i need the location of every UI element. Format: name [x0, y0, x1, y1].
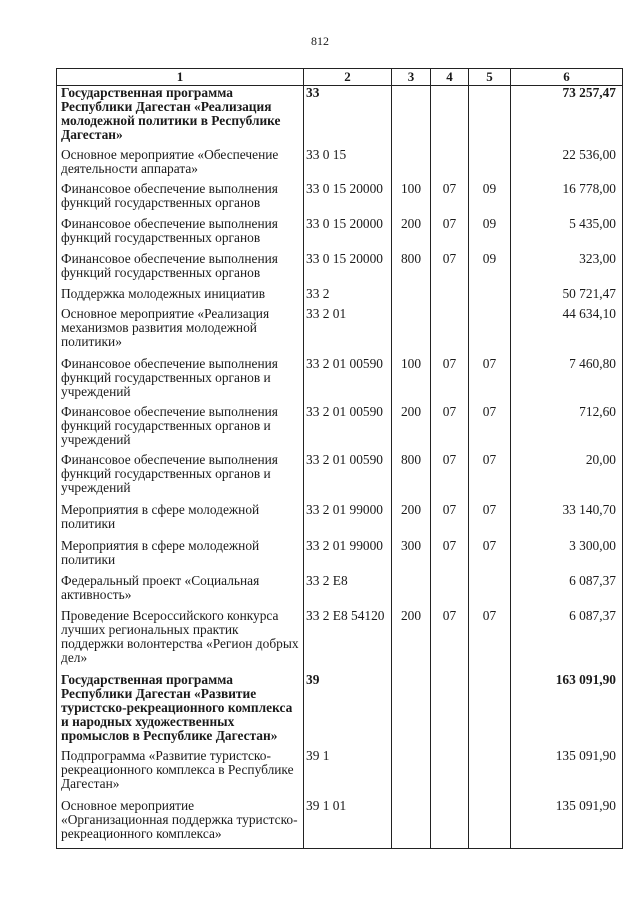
row-vr: 800	[392, 252, 431, 287]
header-col-2: 2	[304, 69, 392, 86]
row-sum: 44 634,10	[511, 307, 623, 357]
table-row	[57, 217, 623, 252]
row-sum: 6 087,37	[511, 609, 623, 673]
row-name: Государственная программа Республики Дагестан «Развитие туристско-рекреационного комплекса и народных художественных промыслов в Республике Дагестан»	[57, 673, 304, 749]
row-code: 33 2 01 00590	[304, 453, 392, 503]
row-vr: 100	[392, 182, 431, 217]
row-code: 33 0 15 20000	[304, 252, 392, 287]
row-sum: 22 536,00	[511, 148, 623, 182]
table-row	[57, 539, 623, 574]
row-name: Основное мероприятие «Организационная поддержка туристско-рекреационного комплекса»	[57, 799, 304, 849]
row-code: 33 2 01 99000	[304, 539, 392, 574]
row-pr	[469, 86, 511, 148]
row-name: Финансовое обеспечение выполнения функций государственных органов и учреждений	[57, 453, 304, 503]
row-vr: 100	[392, 357, 431, 405]
table-row	[57, 287, 623, 307]
row-sum: 16 778,00	[511, 182, 623, 217]
row-rz	[431, 307, 469, 357]
row-rz: 07	[431, 252, 469, 287]
row-code: 33 0 15 20000	[304, 217, 392, 252]
table-row	[57, 609, 623, 673]
row-rz: 07	[431, 539, 469, 574]
row-pr	[469, 673, 511, 749]
row-name: Поддержка молодежных инициатив	[57, 287, 304, 307]
row-rz: 07	[431, 503, 469, 539]
row-code: 33 2 01	[304, 307, 392, 357]
row-name: Финансовое обеспечение выполнения функций государственных органов	[57, 217, 304, 252]
table-row	[57, 86, 623, 148]
table-row	[57, 574, 623, 609]
row-vr: 200	[392, 503, 431, 539]
row-rz: 07	[431, 182, 469, 217]
row-rz: 07	[431, 217, 469, 252]
row-vr	[392, 574, 431, 609]
row-rz: 07	[431, 357, 469, 405]
row-pr: 07	[469, 539, 511, 574]
row-pr: 09	[469, 252, 511, 287]
row-sum: 712,60	[511, 405, 623, 453]
row-pr	[469, 307, 511, 357]
row-vr: 200	[392, 405, 431, 453]
row-pr: 09	[469, 217, 511, 252]
row-rz: 07	[431, 609, 469, 673]
row-name: Основное мероприятие «Обеспечение деятельности аппарата»	[57, 148, 304, 182]
row-code: 33 0 15	[304, 148, 392, 182]
row-code: 33 2 E8	[304, 574, 392, 609]
row-vr	[392, 799, 431, 849]
table-row	[57, 503, 623, 539]
row-name: Основное мероприятие «Реализация механизмов развития молодежной политики»	[57, 307, 304, 357]
table-row	[57, 252, 623, 287]
row-pr: 07	[469, 357, 511, 405]
row-name: Мероприятия в сфере молодежной политики	[57, 539, 304, 574]
row-rz	[431, 749, 469, 799]
row-sum: 73 257,47	[511, 86, 623, 148]
row-sum: 323,00	[511, 252, 623, 287]
table-row	[57, 307, 623, 357]
row-vr: 200	[392, 217, 431, 252]
row-name: Финансовое обеспечение выполнения функций государственных органов	[57, 182, 304, 217]
row-name: Федеральный проект «Социальная активность»	[57, 574, 304, 609]
header-row	[57, 69, 623, 86]
row-rz	[431, 799, 469, 849]
row-pr	[469, 799, 511, 849]
row-pr	[469, 574, 511, 609]
row-name: Государственная программа Республики Дагестан «Реализация молодежной политики в Республике Дагестан»	[57, 86, 304, 148]
row-pr	[469, 148, 511, 182]
row-vr: 200	[392, 609, 431, 673]
row-sum: 163 091,90	[511, 673, 623, 749]
header-col-3: 3	[392, 69, 431, 86]
header-col-5: 5	[469, 69, 511, 86]
row-vr	[392, 749, 431, 799]
row-pr: 07	[469, 405, 511, 453]
row-sum: 20,00	[511, 453, 623, 503]
row-pr: 07	[469, 503, 511, 539]
row-vr	[392, 86, 431, 148]
row-code: 33 2 01 00590	[304, 405, 392, 453]
row-sum: 7 460,80	[511, 357, 623, 405]
row-code: 33 2	[304, 287, 392, 307]
table-row	[57, 357, 623, 405]
row-name: Мероприятия в сфере молодежной политики	[57, 503, 304, 539]
row-sum: 3 300,00	[511, 539, 623, 574]
table-row	[57, 453, 623, 503]
row-sum: 33 140,70	[511, 503, 623, 539]
table-row	[57, 749, 623, 799]
row-name: Финансовое обеспечение выполнения функций государственных органов	[57, 252, 304, 287]
row-vr: 300	[392, 539, 431, 574]
row-rz	[431, 86, 469, 148]
table-row	[57, 148, 623, 182]
header-col-4: 4	[431, 69, 469, 86]
row-name: Подпрограмма «Развитие туристско-рекреационного комплекса в Республике Дагестан»	[57, 749, 304, 799]
table-row	[57, 182, 623, 217]
row-rz	[431, 287, 469, 307]
budget-table	[56, 68, 623, 849]
row-code: 39	[304, 673, 392, 749]
row-rz	[431, 148, 469, 182]
row-vr	[392, 287, 431, 307]
row-code: 33 2 01 00590	[304, 357, 392, 405]
row-vr	[392, 148, 431, 182]
row-rz: 07	[431, 453, 469, 503]
row-code: 33 0 15 20000	[304, 182, 392, 217]
table-row	[57, 673, 623, 749]
header-col-1: 1	[57, 69, 304, 86]
row-sum: 135 091,90	[511, 799, 623, 849]
row-pr: 07	[469, 453, 511, 503]
header-col-6: 6	[511, 69, 623, 86]
row-name: Финансовое обеспечение выполнения функций государственных органов и учреждений	[57, 357, 304, 405]
row-code: 33	[304, 86, 392, 148]
row-pr	[469, 749, 511, 799]
row-pr	[469, 287, 511, 307]
row-pr: 09	[469, 182, 511, 217]
row-vr	[392, 673, 431, 749]
row-rz	[431, 673, 469, 749]
row-code: 39 1 01	[304, 799, 392, 849]
row-vr: 800	[392, 453, 431, 503]
row-rz: 07	[431, 405, 469, 453]
row-code: 33 2 E8 54120	[304, 609, 392, 673]
page-number: 812	[311, 34, 329, 48]
row-sum: 50 721,47	[511, 287, 623, 307]
row-name: Финансовое обеспечение выполнения функций государственных органов и учреждений	[57, 405, 304, 453]
table-row	[57, 799, 623, 849]
row-pr: 07	[469, 609, 511, 673]
row-vr	[392, 307, 431, 357]
row-code: 33 2 01 99000	[304, 503, 392, 539]
row-sum: 6 087,37	[511, 574, 623, 609]
row-sum: 135 091,90	[511, 749, 623, 799]
row-sum: 5 435,00	[511, 217, 623, 252]
row-code: 39 1	[304, 749, 392, 799]
row-name: Проведение Всероссийского конкурса лучших региональных практик поддержки волонтерства «Регион добрых дел»	[57, 609, 304, 673]
row-rz	[431, 574, 469, 609]
table-row	[57, 405, 623, 453]
